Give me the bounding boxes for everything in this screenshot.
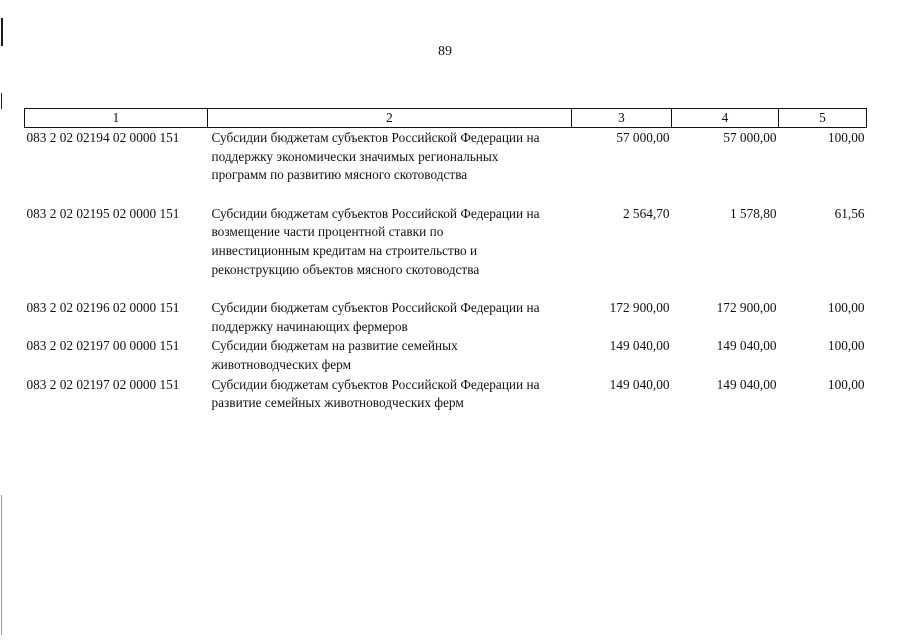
budget-code-cell: 083 2 02 02195 02 0000 151 xyxy=(26,205,180,221)
column-5-value-cell: 100,00 xyxy=(827,338,865,354)
column-4-value-cell: 57 000,00 xyxy=(723,130,777,145)
budget-table xyxy=(24,108,867,413)
column-5-value-cell: 100,00 xyxy=(827,130,865,145)
budget-code-cell: 083 2 02 02197 00 0000 151 xyxy=(26,338,180,354)
column-3-value-cell: 149 040,00 xyxy=(609,338,670,354)
column-header-2: 2 xyxy=(208,109,572,128)
column-3-value-cell: 57 000,00 xyxy=(616,130,670,145)
budget-code-cell: 083 2 02 02194 02 0000 151 xyxy=(26,130,180,145)
description-cell: Субсидии бюджетам субъектов Российской Федерации на возмещение части процентной ставки по инвестиционным кредитам на строительство и реконструкцию объектов мясного скотоводства xyxy=(211,205,540,277)
table-row xyxy=(25,375,867,413)
description-cell: Субсидии бюджетам субъектов Российской Федерации на поддержку начинающих фермеров xyxy=(211,300,540,334)
table-row xyxy=(25,298,867,336)
table-row xyxy=(25,204,867,298)
column-4-value-cell: 1 578,80 xyxy=(729,205,777,221)
scan-edge-mark-bottom xyxy=(1,495,2,635)
column-3-value-cell: 2 564,70 xyxy=(622,205,670,221)
column-header-4: 4 xyxy=(672,109,779,128)
table-header-row xyxy=(25,109,867,128)
column-5-value-cell: 100,00 xyxy=(827,376,865,392)
column-4-value-cell: 149 040,00 xyxy=(716,376,777,392)
column-5-value-cell: 100,00 xyxy=(827,300,865,316)
column-4-value-cell: 172 900,00 xyxy=(716,300,777,316)
column-header-3: 3 xyxy=(572,109,672,128)
description-cell: Субсидии бюджетам субъектов Российской Федерации на поддержку экономически значимых региональных программ по развитию мясного скотоводства xyxy=(211,130,540,183)
column-4-value-cell: 149 040,00 xyxy=(716,338,777,354)
page-number: 89 xyxy=(438,44,452,59)
column-5-value-cell: 61,56 xyxy=(834,205,865,221)
scan-edge-mark-middle xyxy=(1,93,2,109)
table-row xyxy=(25,336,867,374)
column-header-5: 5 xyxy=(779,109,867,128)
description-cell: Субсидии бюджетам субъектов Российской Федерации на развитие семейных животноводческих ферм xyxy=(211,376,540,411)
column-3-value-cell: 172 900,00 xyxy=(609,300,670,316)
scan-edge-mark-top xyxy=(1,18,3,46)
table-row xyxy=(25,128,867,204)
budget-code-cell: 083 2 02 02196 02 0000 151 xyxy=(26,300,180,316)
column-3-value-cell: 149 040,00 xyxy=(609,376,670,392)
column-header-1: 1 xyxy=(25,109,208,128)
description-cell: Субсидии бюджетам на развитие семейных животноводческих ферм xyxy=(211,338,458,372)
budget-code-cell: 083 2 02 02197 02 0000 151 xyxy=(26,376,180,392)
